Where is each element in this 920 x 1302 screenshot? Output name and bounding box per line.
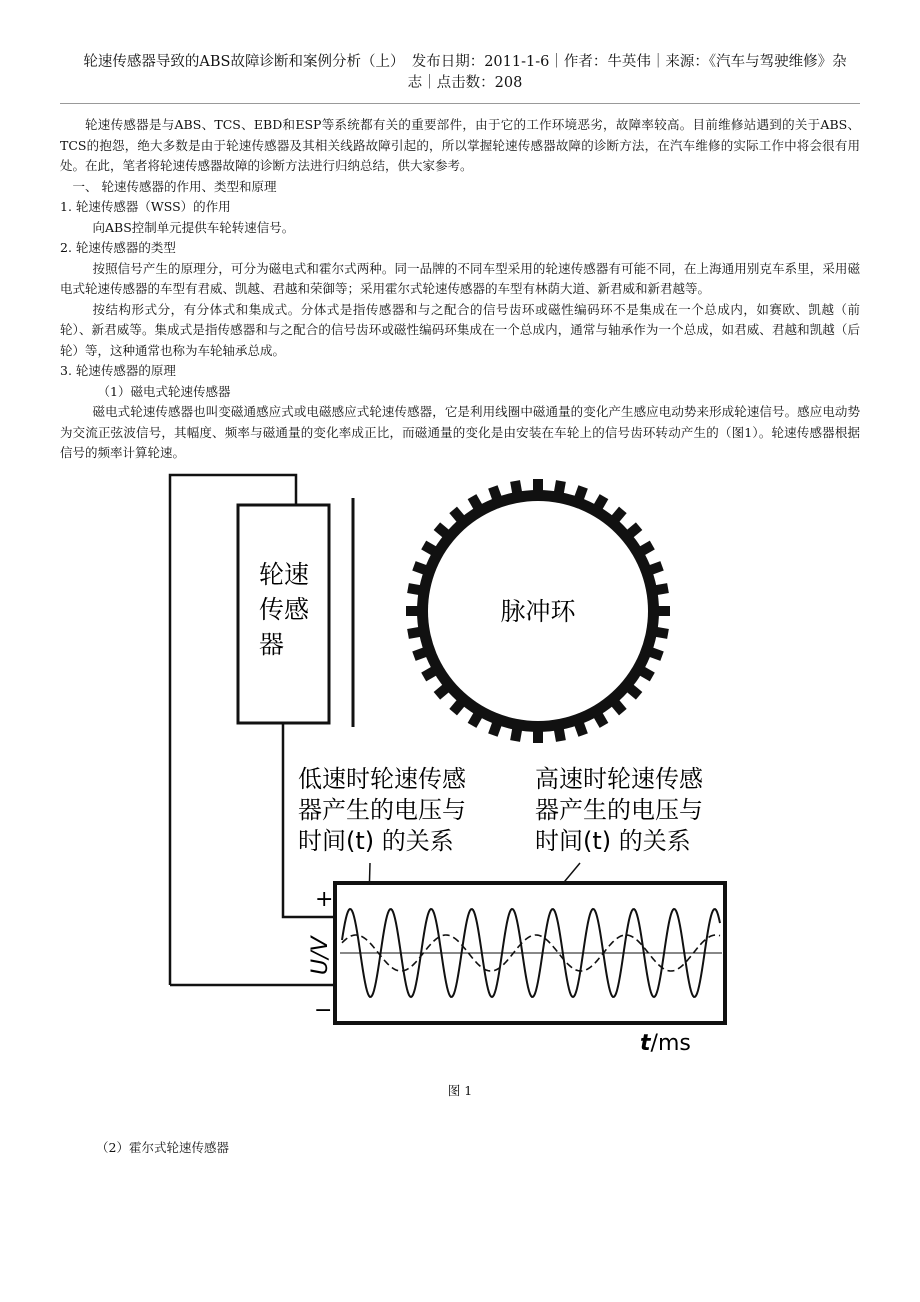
subsection-body-3: 磁电式轮速传感器也叫变磁通感应式或电磁感应式轮速传感器，它是利用线圈中磁通量的变化产生感应电动势来形成轮速信号。感应电动势为交流正弦波信号，其幅度、频率与磁通量的变化率成正比，而磁通量的变化是由安装在车轮上的信号齿环转动产生的（图1）。轮速传感器根据信号的频率计算轮速。: [60, 404, 860, 460]
header-divider: [60, 103, 860, 104]
x-axis-var: t: [640, 1031, 651, 1056]
figure-1: [160, 465, 740, 1065]
article-body: [60, 115, 860, 464]
x-axis-label: [640, 1031, 691, 1056]
subsection-3-sub1: （1）磁电式轮速传感器: [97, 383, 231, 399]
subsection-title-3: 3. 轮速传感器的原理: [60, 363, 176, 378]
sensor-label-2: 传感: [259, 595, 310, 624]
article-header: [60, 52, 870, 94]
high-speed-label-2: 器产生的电压与: [535, 796, 703, 824]
plus-sign: +: [315, 887, 334, 912]
sensor-diagram: [160, 465, 740, 1065]
intro-paragraph: 轮速传感器是与ABS、TCS、EBD和ESP等系统都有关的重要部件，由于它的工作环境恶劣，故障率较高。目前维修站遇到的关于ABS、TCS的抱怨，绝大多数是由于轮速传感器及其相关线路故障引起的，所以掌握轮速传感器故障的诊断方法，在汽车维修的实际工作中将会很有用处。在此，笔者将轮速传感器故障的诊断方法进行归纳总结，供大家参考。: [60, 117, 860, 173]
x-axis-unit: /ms: [650, 1031, 691, 1056]
y-axis-label: U/V: [308, 936, 333, 975]
low-speed-label-1: 低速时轮速传感: [298, 765, 466, 793]
pulse-ring-label: 脉冲环: [500, 597, 576, 626]
low-speed-label-2: 器产生的电压与: [298, 796, 466, 824]
subsection-body-1: 向ABS控制单元提供车轮转速信号。: [92, 219, 295, 235]
section-heading-1: 一、 轮速传感器的作用、类型和原理: [72, 178, 277, 194]
subsection-3-sub2: （2）霍尔式轮速传感器: [96, 1140, 229, 1155]
high-speed-label-1: 高速时轮速传感: [535, 765, 703, 793]
article-title-line2: 志｜点击数：208: [407, 75, 523, 91]
article-title-line1: 轮速传感器导致的ABS故障诊断和案例分析（上） 发布日期：2011-1-6｜作者：牛英伟｜来源：《汽车与驾驶维修》杂: [83, 54, 847, 70]
low-speed-label-3: 时间(t) 的关系: [298, 827, 454, 855]
figure-caption: 图 1: [447, 1083, 473, 1098]
sensor-label-1: 轮速: [259, 560, 310, 589]
subsection-body-2b: 按结构形式分，有分体式和集成式。分体式是指传感器和与之配合的信号齿环或磁性编码环不是集成在一个总成内，如赛欧、凯越（前轮）、新君威等。集成式是指传感器和与之配合的信号齿环或磁性编码环集成在一个总成内，通常与轴承作为一个总成，如君威、君越和凯越（后轮）等，这种通常也称为车轮轴承总成。: [60, 301, 860, 358]
high-speed-label-3: 时间(t) 的关系: [535, 827, 691, 855]
subsection-title-2: 2. 轮速传感器的类型: [60, 240, 176, 255]
sensor-label-3: 器: [259, 630, 285, 659]
subsection-title-1: 1. 轮速传感器（WSS）的作用: [60, 199, 231, 214]
minus-sign: −: [314, 998, 333, 1023]
subsection-body-2a: 按照信号产生的原理分，可分为磁电式和霍尔式两种。同一品牌的不同车型采用的轮速传感器有可能不同，在上海通用别克车系里，采用磁电式轮速传感器的车型有君威、凯越、君越和荣御等；采用霍尔式轮速传感器的车型有林荫大道、新君威和新君越等。: [60, 260, 860, 296]
